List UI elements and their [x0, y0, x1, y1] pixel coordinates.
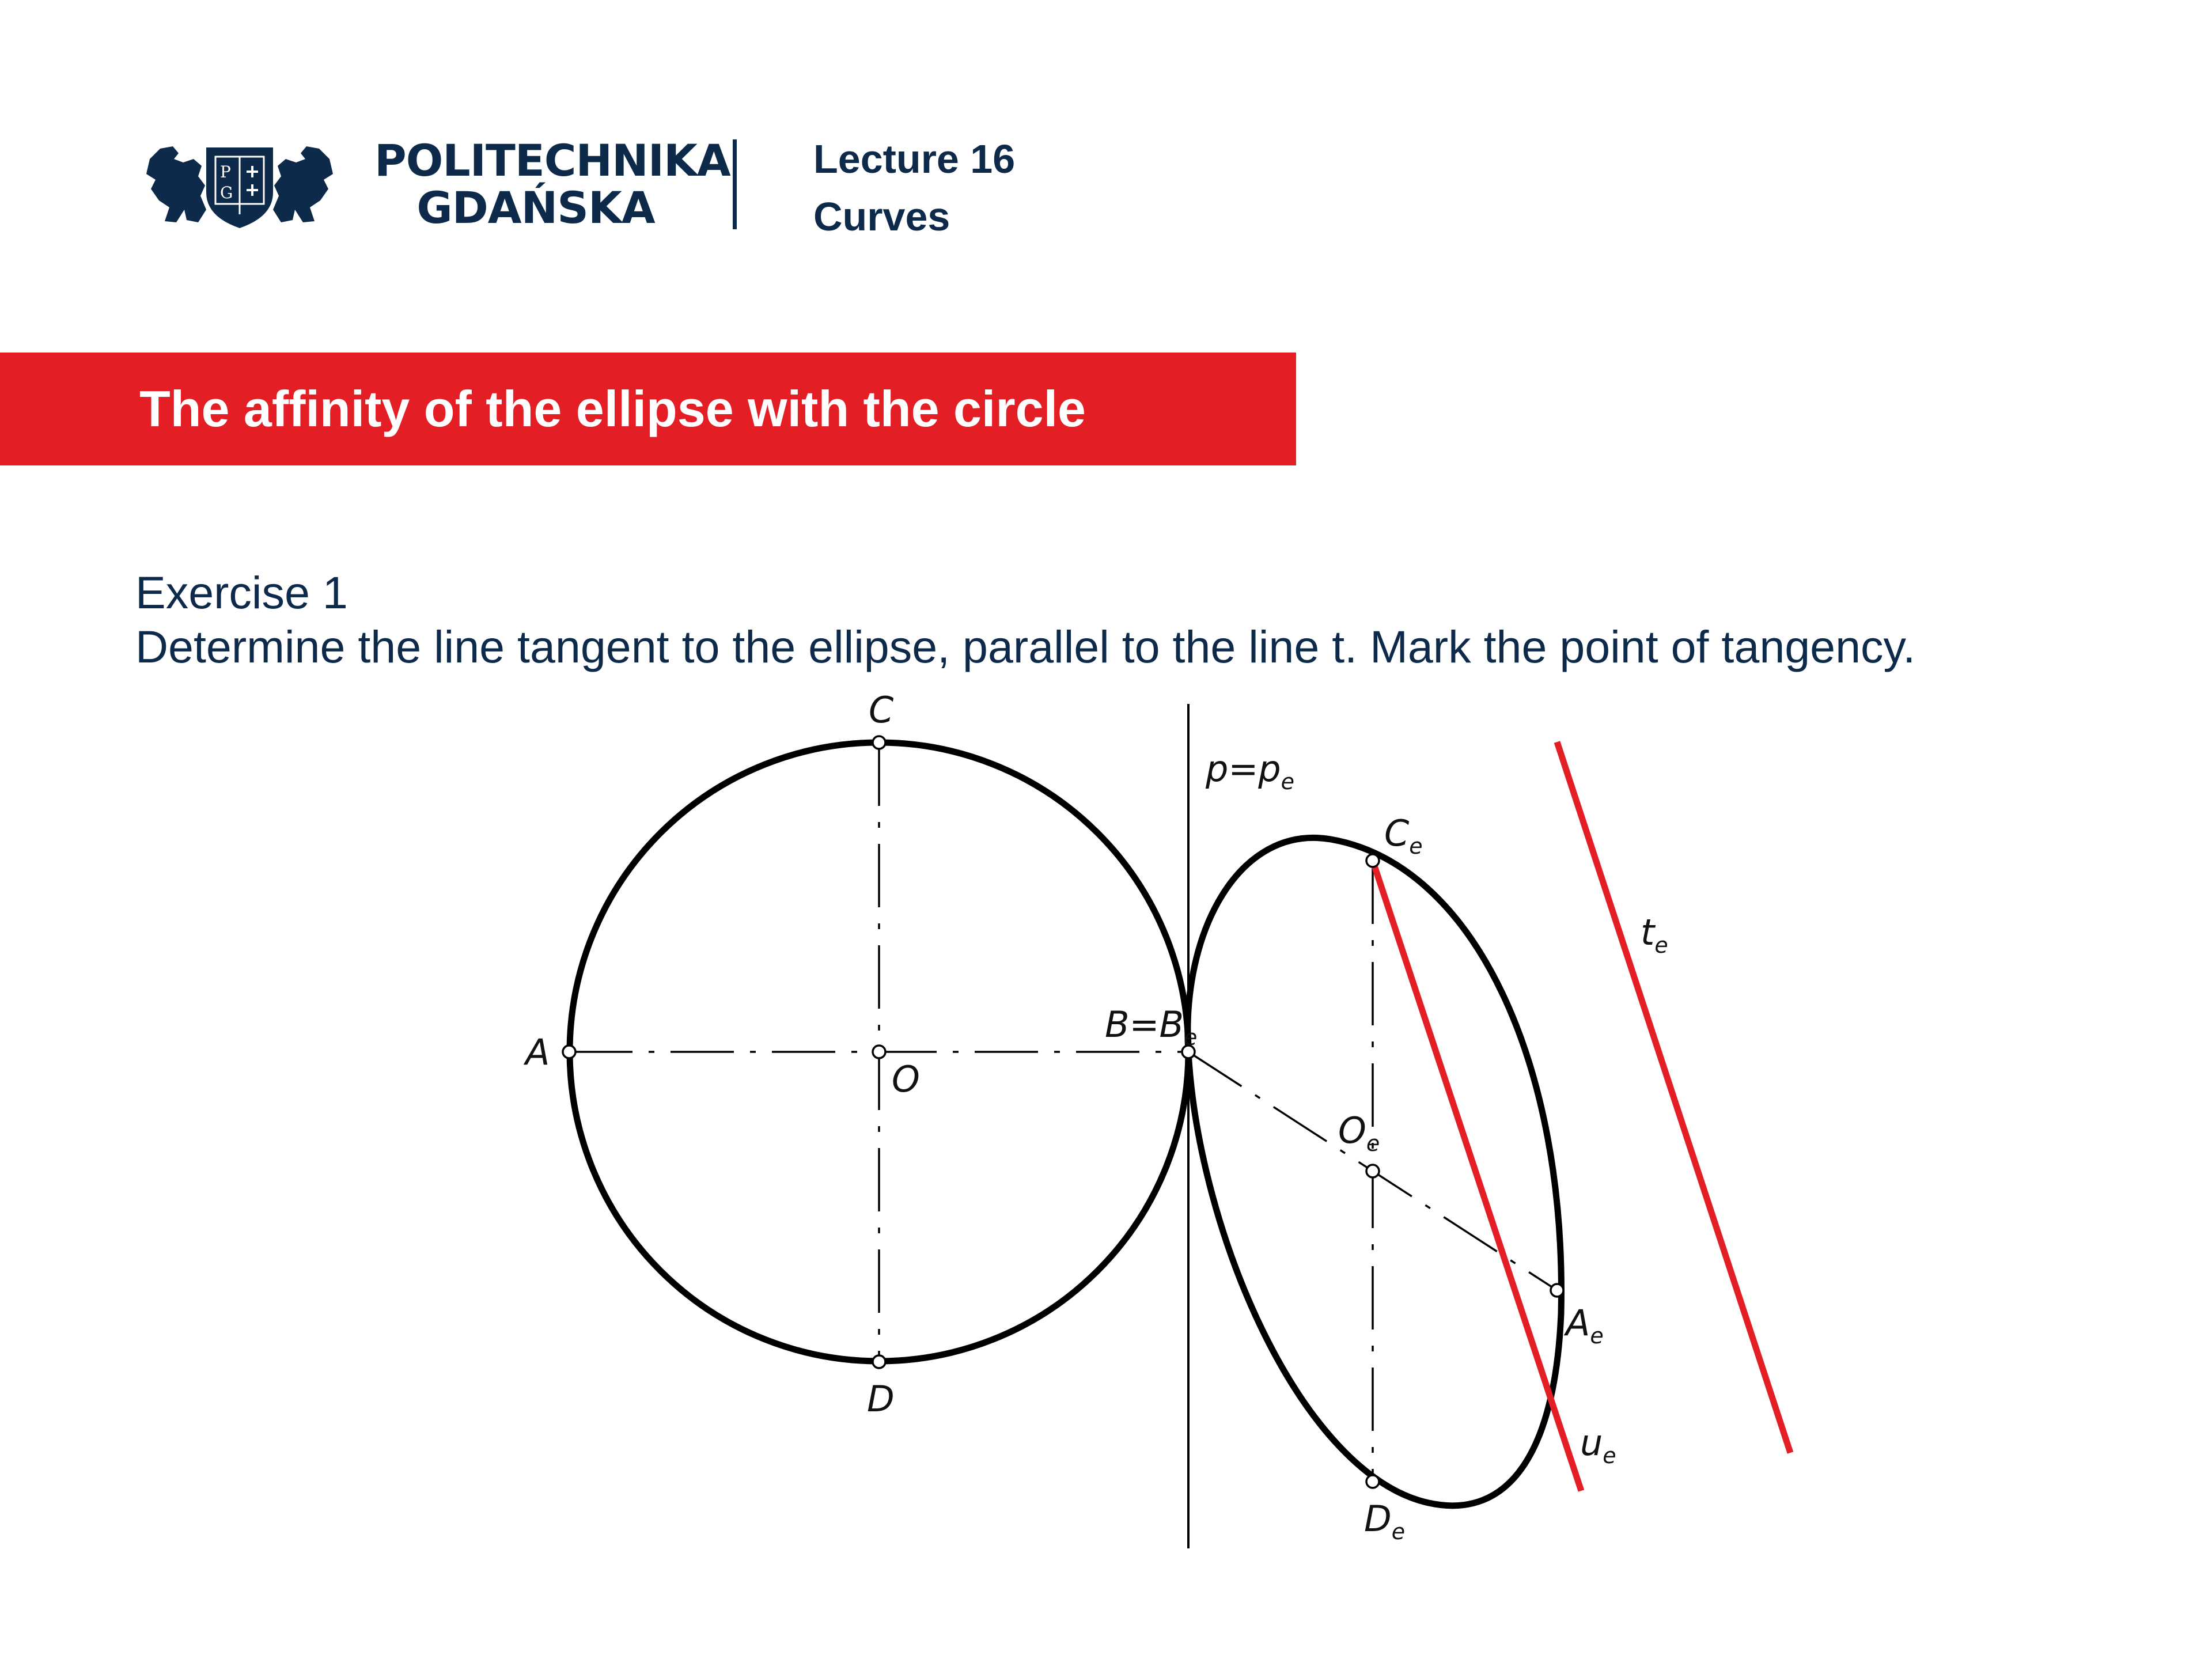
- label-p: [1205, 748, 1294, 794]
- point-o: [873, 1046, 885, 1058]
- label-de-main: D: [1364, 1498, 1392, 1540]
- label-p-main: p=p: [1206, 748, 1281, 790]
- university-name-line2: GDAŃSKA: [416, 182, 655, 233]
- label-a: A: [525, 1031, 550, 1073]
- label-ce-main: C: [1384, 812, 1410, 854]
- logo-letter-p: P: [220, 162, 231, 181]
- point-de: [1366, 1475, 1379, 1488]
- exercise-instruction: Determine the line tangent to the ellipse, parallel to the line t. Mark the point of tangency.: [135, 621, 1916, 672]
- lecture-number: Lecture 16: [813, 137, 1016, 181]
- label-ue: [1580, 1422, 1616, 1468]
- lecture-topic: Curves: [813, 194, 950, 239]
- label-te-main: t: [1641, 911, 1655, 953]
- label-d: D: [867, 1378, 895, 1420]
- label-ae: [1563, 1302, 1604, 1349]
- label-te-sub: e: [1654, 933, 1668, 958]
- label-b-sub: e: [1184, 1025, 1198, 1050]
- label-b: [1105, 1003, 1197, 1050]
- label-ue-sub: e: [1603, 1443, 1616, 1468]
- label-c: C: [869, 689, 894, 731]
- point-ae: [1551, 1284, 1563, 1297]
- label-de: [1364, 1498, 1405, 1544]
- slide-title: The affinity of the ellipse with the circle: [139, 380, 1086, 437]
- label-te: [1641, 911, 1668, 958]
- label-ue-main: u: [1580, 1422, 1603, 1464]
- point-oe: [1366, 1165, 1379, 1177]
- label-oe-sub: e: [1366, 1131, 1380, 1156]
- label-p-sub: e: [1281, 769, 1295, 794]
- point-c: [873, 736, 885, 749]
- logo-letter-g: G: [220, 183, 233, 202]
- label-o: O: [892, 1058, 920, 1100]
- tangent-line-ue: [1373, 861, 1581, 1491]
- university-name-line1: POLITECHNIKA: [374, 135, 730, 186]
- label-ae-sub: e: [1590, 1323, 1604, 1349]
- label-oe-main: O: [1338, 1109, 1366, 1152]
- label-b-main: B=B: [1105, 1003, 1184, 1046]
- exercise-heading: Exercise 1: [135, 567, 348, 618]
- label-ce: [1384, 812, 1423, 859]
- label-ce-sub: e: [1409, 834, 1423, 859]
- point-a: [563, 1046, 575, 1058]
- point-ce: [1366, 854, 1379, 867]
- label-ae-main: A: [1566, 1302, 1590, 1344]
- point-d: [873, 1355, 885, 1368]
- label-de-sub: e: [1391, 1519, 1406, 1544]
